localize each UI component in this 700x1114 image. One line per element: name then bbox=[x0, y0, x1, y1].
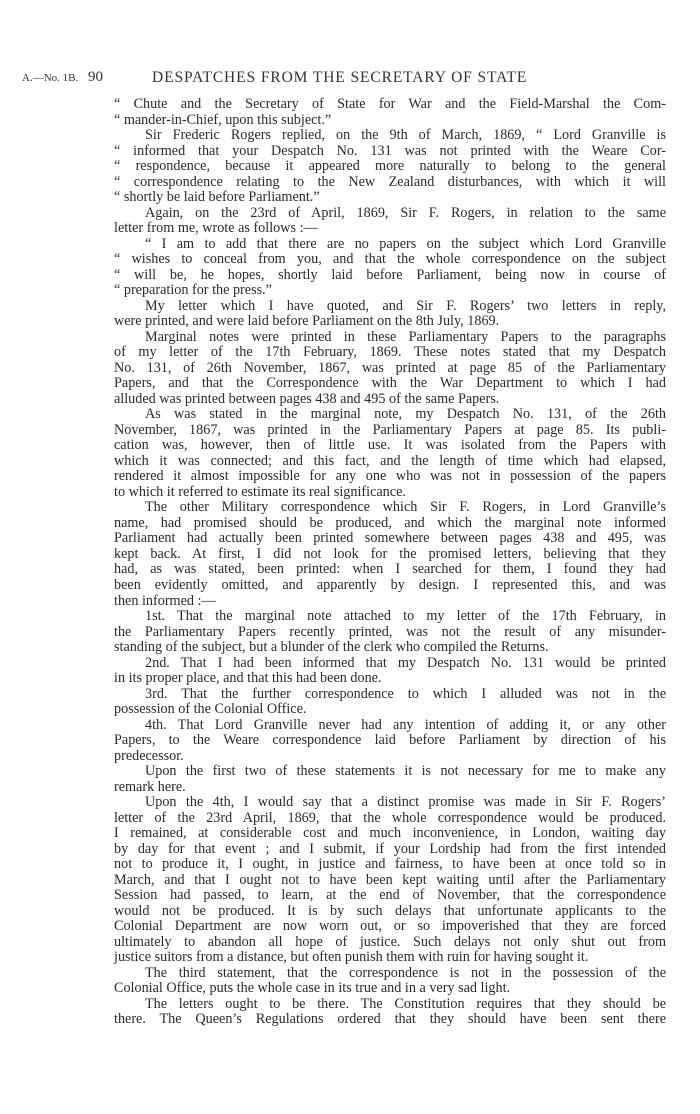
running-title: DESPATCHES FROM THE SECRETARY OF STATE bbox=[152, 69, 528, 86]
paragraph bbox=[114, 97, 666, 128]
text-line: “ correspondence relating to the New Zealand disturbances, with which it will bbox=[114, 173, 666, 190]
text-line: March, and that I ought not to have been kept waiting until after the Parliamentary bbox=[114, 871, 666, 888]
paragraph bbox=[114, 966, 666, 997]
text-line: No. 131, of 26th November, 1867, was printed at page 85 of the Parliamentary bbox=[114, 359, 666, 376]
text-line: letter from me, wrote as follows :— bbox=[114, 220, 318, 237]
text-line: Colonial Office, puts the whole case in its true and in a very sad light. bbox=[114, 980, 511, 997]
text-line: The third statement, that the correspondence is not in the possession of the bbox=[145, 964, 666, 981]
text-line: “ respondence, because it appeared more naturally to belong to the general bbox=[114, 158, 666, 175]
text-line: “ will be, he hopes, shortly laid before Parliament, being now in course of bbox=[114, 266, 666, 283]
text-line: by day for that event ; and I submit, if your Lordship had from the first intended bbox=[114, 840, 666, 857]
text-line: predecessor. bbox=[114, 747, 184, 764]
paragraph bbox=[114, 687, 666, 718]
text-line: would not be produced. It is by such delays that unfortunate applicants to the bbox=[114, 902, 666, 919]
text-line: “ informed that your Despatch No. 131 was not printed with the Weare Cor- bbox=[114, 142, 666, 159]
text-line: Session had passed, to learn, at the end of November, that the correspondence bbox=[114, 887, 666, 904]
text-line: My letter which I have quoted, and Sir F. Rogers’ two letters in reply, bbox=[145, 297, 666, 314]
text-line: Parliament had actually been printed somewhere between pages 438 and 495, was bbox=[114, 530, 666, 547]
paragraph bbox=[114, 718, 666, 765]
text-line: Marginal notes were printed in these Parliamentary Papers to the paragraphs bbox=[145, 328, 666, 345]
text-line: 3rd. That the further correspondence to which I alluded was not in the bbox=[145, 685, 666, 702]
text-line: cation was, however, then of little use. It was isolated from the Papers with bbox=[114, 437, 666, 454]
paragraph bbox=[114, 997, 666, 1028]
text-line: As was stated in the marginal note, my Despatch No. 131, of the 26th bbox=[145, 406, 666, 423]
text-line: in its proper place, and that this had been done. bbox=[114, 670, 382, 687]
text-line: Upon the 4th, I would say that a distinct promise was made in Sir F. Rogers’ bbox=[145, 794, 666, 811]
text-line: “ preparation for the press.” bbox=[114, 282, 272, 299]
text-line: of my letter of the 17th February, 1869. These notes stated that my Despatch bbox=[114, 344, 666, 361]
text-line: The letters ought to be there. The Constitution requires that they should be bbox=[145, 995, 666, 1012]
text-line: were printed, and were laid before Parliament on the 8th July, 1869. bbox=[114, 313, 500, 330]
document-body bbox=[114, 97, 666, 1028]
text-line: letter of the 23rd April, 1869, that the whole correspondence would be produced. bbox=[114, 809, 666, 826]
text-line: ultimately to abandon all hope of justice. Such delays not only shut out from bbox=[114, 933, 666, 950]
text-line: Upon the first two of these statements it is not necessary for me to make any bbox=[145, 763, 666, 780]
text-line: The other Military correspondence which Sir F. Rogers, in Lord Granville’s bbox=[145, 499, 666, 516]
text-line: “ mander-in-Chief, upon this subject.” bbox=[114, 111, 332, 128]
text-line: Again, on the 23rd of April, 1869, Sir F. Rogers, in relation to the same bbox=[145, 204, 666, 221]
text-line: Papers, to the Weare correspondence laid before Parliament by direction of his bbox=[114, 732, 666, 749]
text-line: name, had promised should be produced, and which the marginal note informed bbox=[114, 514, 666, 531]
paragraph bbox=[114, 330, 666, 408]
page-header bbox=[0, 69, 700, 89]
text-line: November, 1867, was printed in the Parliamentary Papers at page 85. Its publi- bbox=[114, 421, 666, 438]
text-line: had, as was stated, been printed: when I searched for them, I found they had bbox=[114, 561, 666, 578]
paragraph bbox=[114, 764, 666, 795]
text-line: not to produce it, I ought, in justice and fairness, to have been at once told so in bbox=[114, 856, 666, 873]
paragraph bbox=[114, 299, 666, 330]
text-line: 1st. That the marginal note attached to my letter of the 17th February, in bbox=[145, 608, 666, 625]
text-line: Colonial Department are now worn out, or so impoverished that they are forced bbox=[114, 918, 666, 935]
text-line: kept back. At first, I did not look for the promised letters, believing that they bbox=[114, 545, 666, 562]
text-line: “ wishes to conceal from you, and that the whole correspondence on the subject bbox=[114, 251, 666, 268]
paragraph bbox=[114, 656, 666, 687]
text-line: been evidently omitted, and apparently by design. I represented this, and was bbox=[114, 576, 666, 593]
text-line: “ Chute and the Secretary of State for War and the Field-Marshal the Com- bbox=[114, 96, 666, 112]
text-line: Sir Frederic Rogers replied, on the 9th of March, 1869, “ Lord Granville is bbox=[145, 127, 666, 144]
document-reference: A.—No. 1B. bbox=[22, 72, 79, 84]
text-line: justice suitors from a distance, but often punish them with ruin for having sought it. bbox=[114, 949, 589, 966]
paragraph bbox=[114, 500, 666, 609]
text-line: remark here. bbox=[114, 778, 186, 795]
paragraph bbox=[114, 795, 666, 966]
paragraph bbox=[114, 237, 666, 299]
text-line: 4th. That Lord Granville never had any intention of adding it, or any other bbox=[145, 716, 666, 733]
paragraph bbox=[114, 206, 666, 237]
text-line: there. The Queen’s Regulations ordered that they should have been sent there bbox=[114, 1011, 666, 1028]
text-line: alluded was printed between pages 438 and 495 of the same Papers. bbox=[114, 390, 500, 407]
text-line: then informed :— bbox=[114, 592, 216, 609]
text-line: the Parliamentary Papers recently printed, was not the result of any misunder- bbox=[114, 623, 666, 640]
text-line: Papers, and that the Correspondence with the War Department to which I had bbox=[114, 375, 666, 392]
text-line: to which it referred to estimate its real significance. bbox=[114, 483, 406, 500]
paragraph bbox=[114, 407, 666, 500]
paragraph bbox=[114, 128, 666, 206]
text-line: I remained, at considerable cost and much inconvenience, in London, waiting day bbox=[114, 825, 666, 842]
text-line: “ shortly be laid before Parliament.” bbox=[114, 189, 320, 206]
paragraph bbox=[114, 609, 666, 656]
text-line: rendered it almost impossible for any one who was not in possession of the papers bbox=[114, 468, 666, 485]
text-line: “ I am to add that there are no papers on the subject which Lord Granville bbox=[145, 235, 666, 252]
page-number: 90 bbox=[88, 69, 103, 85]
text-line: possession of the Colonial Office. bbox=[114, 701, 307, 718]
text-line: 2nd. That I had been informed that my Despatch No. 131 would be printed bbox=[145, 654, 666, 671]
text-line: standing of the subject, but a blunder of the clerk who compiled the Returns. bbox=[114, 639, 549, 656]
text-line: which it was connected; and this fact, and the length of time which had elapsed, bbox=[114, 452, 666, 469]
